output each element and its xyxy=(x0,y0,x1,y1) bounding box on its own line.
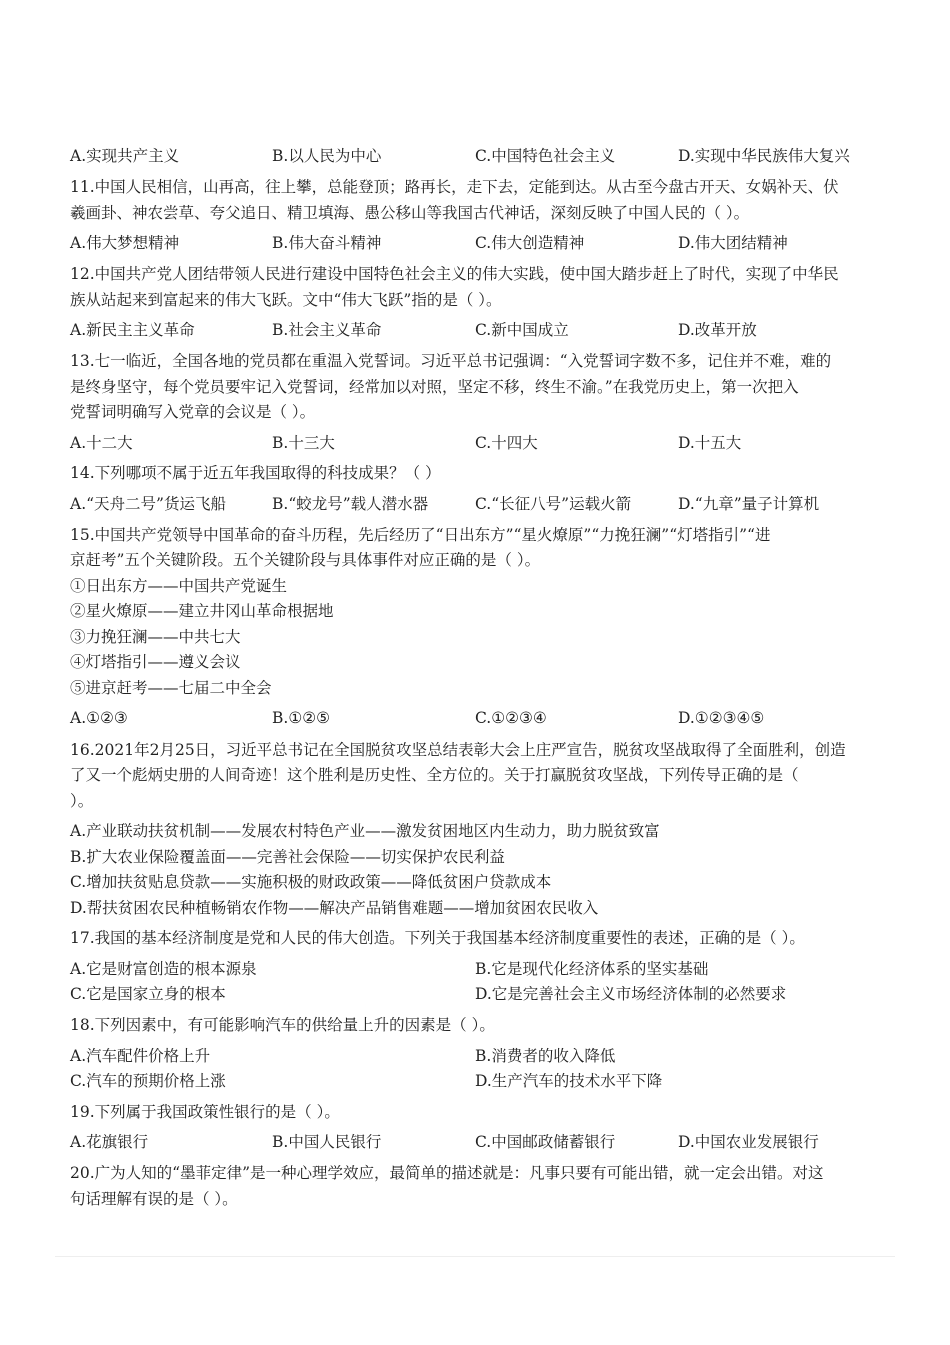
q11-stem-line-1: 11.中国人民相信，山再高，往上攀，总能登顶；路再长，走下去，定能到达。从古至今盘古开天、女娲补天、伏 xyxy=(70,178,839,196)
q15-stem-line-2: 京赶考”五个关键阶段。五个关键阶段与具体事件对应正确的是（ ）。 xyxy=(70,551,541,569)
q10-option-d: D.实现中华民族伟大复兴 xyxy=(678,147,850,165)
q18-stem-line-1: 18.下列因素中，有可能影响汽车的供给量上升的因素是（ ）。 xyxy=(70,1016,495,1034)
q13-stem-line-3: 党誓词明确写入党章的会议是（ ）。 xyxy=(70,403,316,421)
q18-option-d: D.生产汽车的技术水平下降 xyxy=(475,1072,663,1090)
q13-option-d: D.十五大 xyxy=(678,434,742,452)
q15-item-1: ①日出东方——中国共产党诞生 xyxy=(70,577,288,595)
q15-option-b: B.①②⑤ xyxy=(272,709,331,727)
q12-option-b: B.社会主义革命 xyxy=(272,321,382,339)
q16-option-b: B.扩大农业保险覆盖面——完善社会保险——切实保护农民利益 xyxy=(70,848,505,866)
q13-stem-line-1: 13.七一临近，全国各地的党员都在重温入党誓词。习近平总书记强调：“入党誓词字数不多，记住并不难，难的 xyxy=(70,352,832,370)
q12-option-c: C.新中国成立 xyxy=(475,321,569,339)
q10-option-b: B.以人民为中心 xyxy=(272,147,382,165)
q20-stem-line-2: 句话理解有误的是（ ）。 xyxy=(70,1190,238,1208)
q17-stem-line-1: 17.我国的基本经济制度是党和人民的伟大创造。下列关于我国基本经济制度重要性的表述，正确的是（ ）。 xyxy=(70,929,805,947)
q19-option-c: C.中国邮政储蓄银行 xyxy=(475,1133,616,1151)
q11-option-b: B.伟大奋斗精神 xyxy=(272,234,382,252)
q18-option-c: C.汽车的预期价格上涨 xyxy=(70,1072,226,1090)
q14-option-a: A.“天舟二号”货运飞船 xyxy=(70,495,226,513)
q11-option-d: D.伟大团结精神 xyxy=(678,234,788,252)
q11-stem-line-2: 羲画卦、神农尝草、夸父追日、精卫填海、愚公移山等我国古代神话，深刻反映了中国人民的（ ）。 xyxy=(70,204,750,222)
q18-option-a: A.汽车配件价格上升 xyxy=(70,1047,211,1065)
q15-stem-line-1: 15.中国共产党领导中国革命的奋斗历程，先后经历了“日出东方”“星火燎原”“力挽狂澜”“灯塔指引”“进 xyxy=(70,526,771,544)
q15-option-c: C.①②③④ xyxy=(475,709,547,727)
q15-item-3: ③力挽狂澜——中共七大 xyxy=(70,628,241,646)
q15-item-4: ④灯塔指引——遵义会议 xyxy=(70,653,241,671)
q17-option-d: D.它是完善社会主义市场经济体制的必然要求 xyxy=(475,985,787,1003)
page-bottom-divider xyxy=(55,1256,895,1257)
q11-option-c: C.伟大创造精神 xyxy=(475,234,585,252)
q14-option-b: B.“蛟龙号”载人潜水器 xyxy=(272,495,429,513)
q10-option-c: C.中国特色社会主义 xyxy=(475,147,616,165)
q16-option-a: A.产业联动扶贫机制——发展农村特色产业——激发贫困地区内生动力，助力脱贫致富 xyxy=(70,822,660,840)
q20-stem-line-1: 20.广为人知的“墨菲定律”是一种心理学效应，最简单的描述就是：凡事只要有可能出错，就一定会出错。对这 xyxy=(70,1164,824,1182)
q19-stem-line-1: 19.下列属于我国政策性银行的是（ ）。 xyxy=(70,1103,340,1121)
q14-option-c: C.“长征八号”运载火箭 xyxy=(475,495,632,513)
q10-option-a: A.实现共产主义 xyxy=(70,147,180,165)
q13-option-b: B.十三大 xyxy=(272,434,335,452)
q15-item-2: ②星火燎原——建立井冈山革命根据地 xyxy=(70,602,334,620)
q13-option-c: C.十四大 xyxy=(475,434,538,452)
q16-stem-line-3: ）。 xyxy=(70,792,94,810)
q16-stem-line-1: 16.2021年2月25日，习近平总书记在全国脱贫攻坚总结表彰大会上庄严宣告，脱贫攻坚战取得了全面胜利，创造 xyxy=(70,741,846,759)
q13-option-a: A.十二大 xyxy=(70,434,133,452)
q17-option-c: C.它是国家立身的根本 xyxy=(70,985,226,1003)
q19-option-a: A.花旗银行 xyxy=(70,1133,149,1151)
q15-item-5: ⑤进京赶考——七届二中全会 xyxy=(70,679,272,697)
q12-option-a: A.新民主主义革命 xyxy=(70,321,195,339)
q12-stem-line-2: 族从站起来到富起来的伟大飞跃。文中“伟大飞跃”指的是（ ）。 xyxy=(70,291,502,309)
q14-stem-line-1: 14.下列哪项不属于近五年我国取得的科技成果？（ ） xyxy=(70,464,441,482)
q13-stem-line-2: 是终身坚守，每个党员要牢记入党誓词，经常加以对照，坚定不移，终生不渝。”在我党历史上，第一次把入 xyxy=(70,378,799,396)
q19-option-d: D.中国农业发展银行 xyxy=(678,1133,819,1151)
q12-option-d: D.改革开放 xyxy=(678,321,757,339)
q17-option-a: A.它是财富创造的根本源泉 xyxy=(70,960,257,978)
q12-stem-line-1: 12.中国共产党人团结带领人民进行建设中国特色社会主义的伟大实践，使中国大踏步赶上了时代，实现了中华民 xyxy=(70,265,839,283)
q16-option-c: C.增加扶贫贴息贷款——实施积极的财政政策——降低贫困户贷款成本 xyxy=(70,873,552,891)
q15-option-d: D.①②③④⑤ xyxy=(678,709,765,727)
q18-option-b: B.消费者的收入降低 xyxy=(475,1047,616,1065)
q17-option-b: B.它是现代化经济体系的坚实基础 xyxy=(475,960,709,978)
q16-stem-line-2: 了又一个彪炳史册的人间奇迹！这个胜利是历史性、全方位的。关于打赢脱贫攻坚战，下列传导正确的是（ xyxy=(70,766,799,784)
q14-option-d: D.“九章”量子计算机 xyxy=(678,495,820,513)
q15-option-a: A.①②③ xyxy=(70,709,128,727)
q19-option-b: B.中国人民银行 xyxy=(272,1133,382,1151)
q16-option-d: D.帮扶贫困农民种植畅销农作物——解决产品销售难题——增加贫困农民收入 xyxy=(70,899,599,917)
q11-option-a: A.伟大梦想精神 xyxy=(70,234,180,252)
